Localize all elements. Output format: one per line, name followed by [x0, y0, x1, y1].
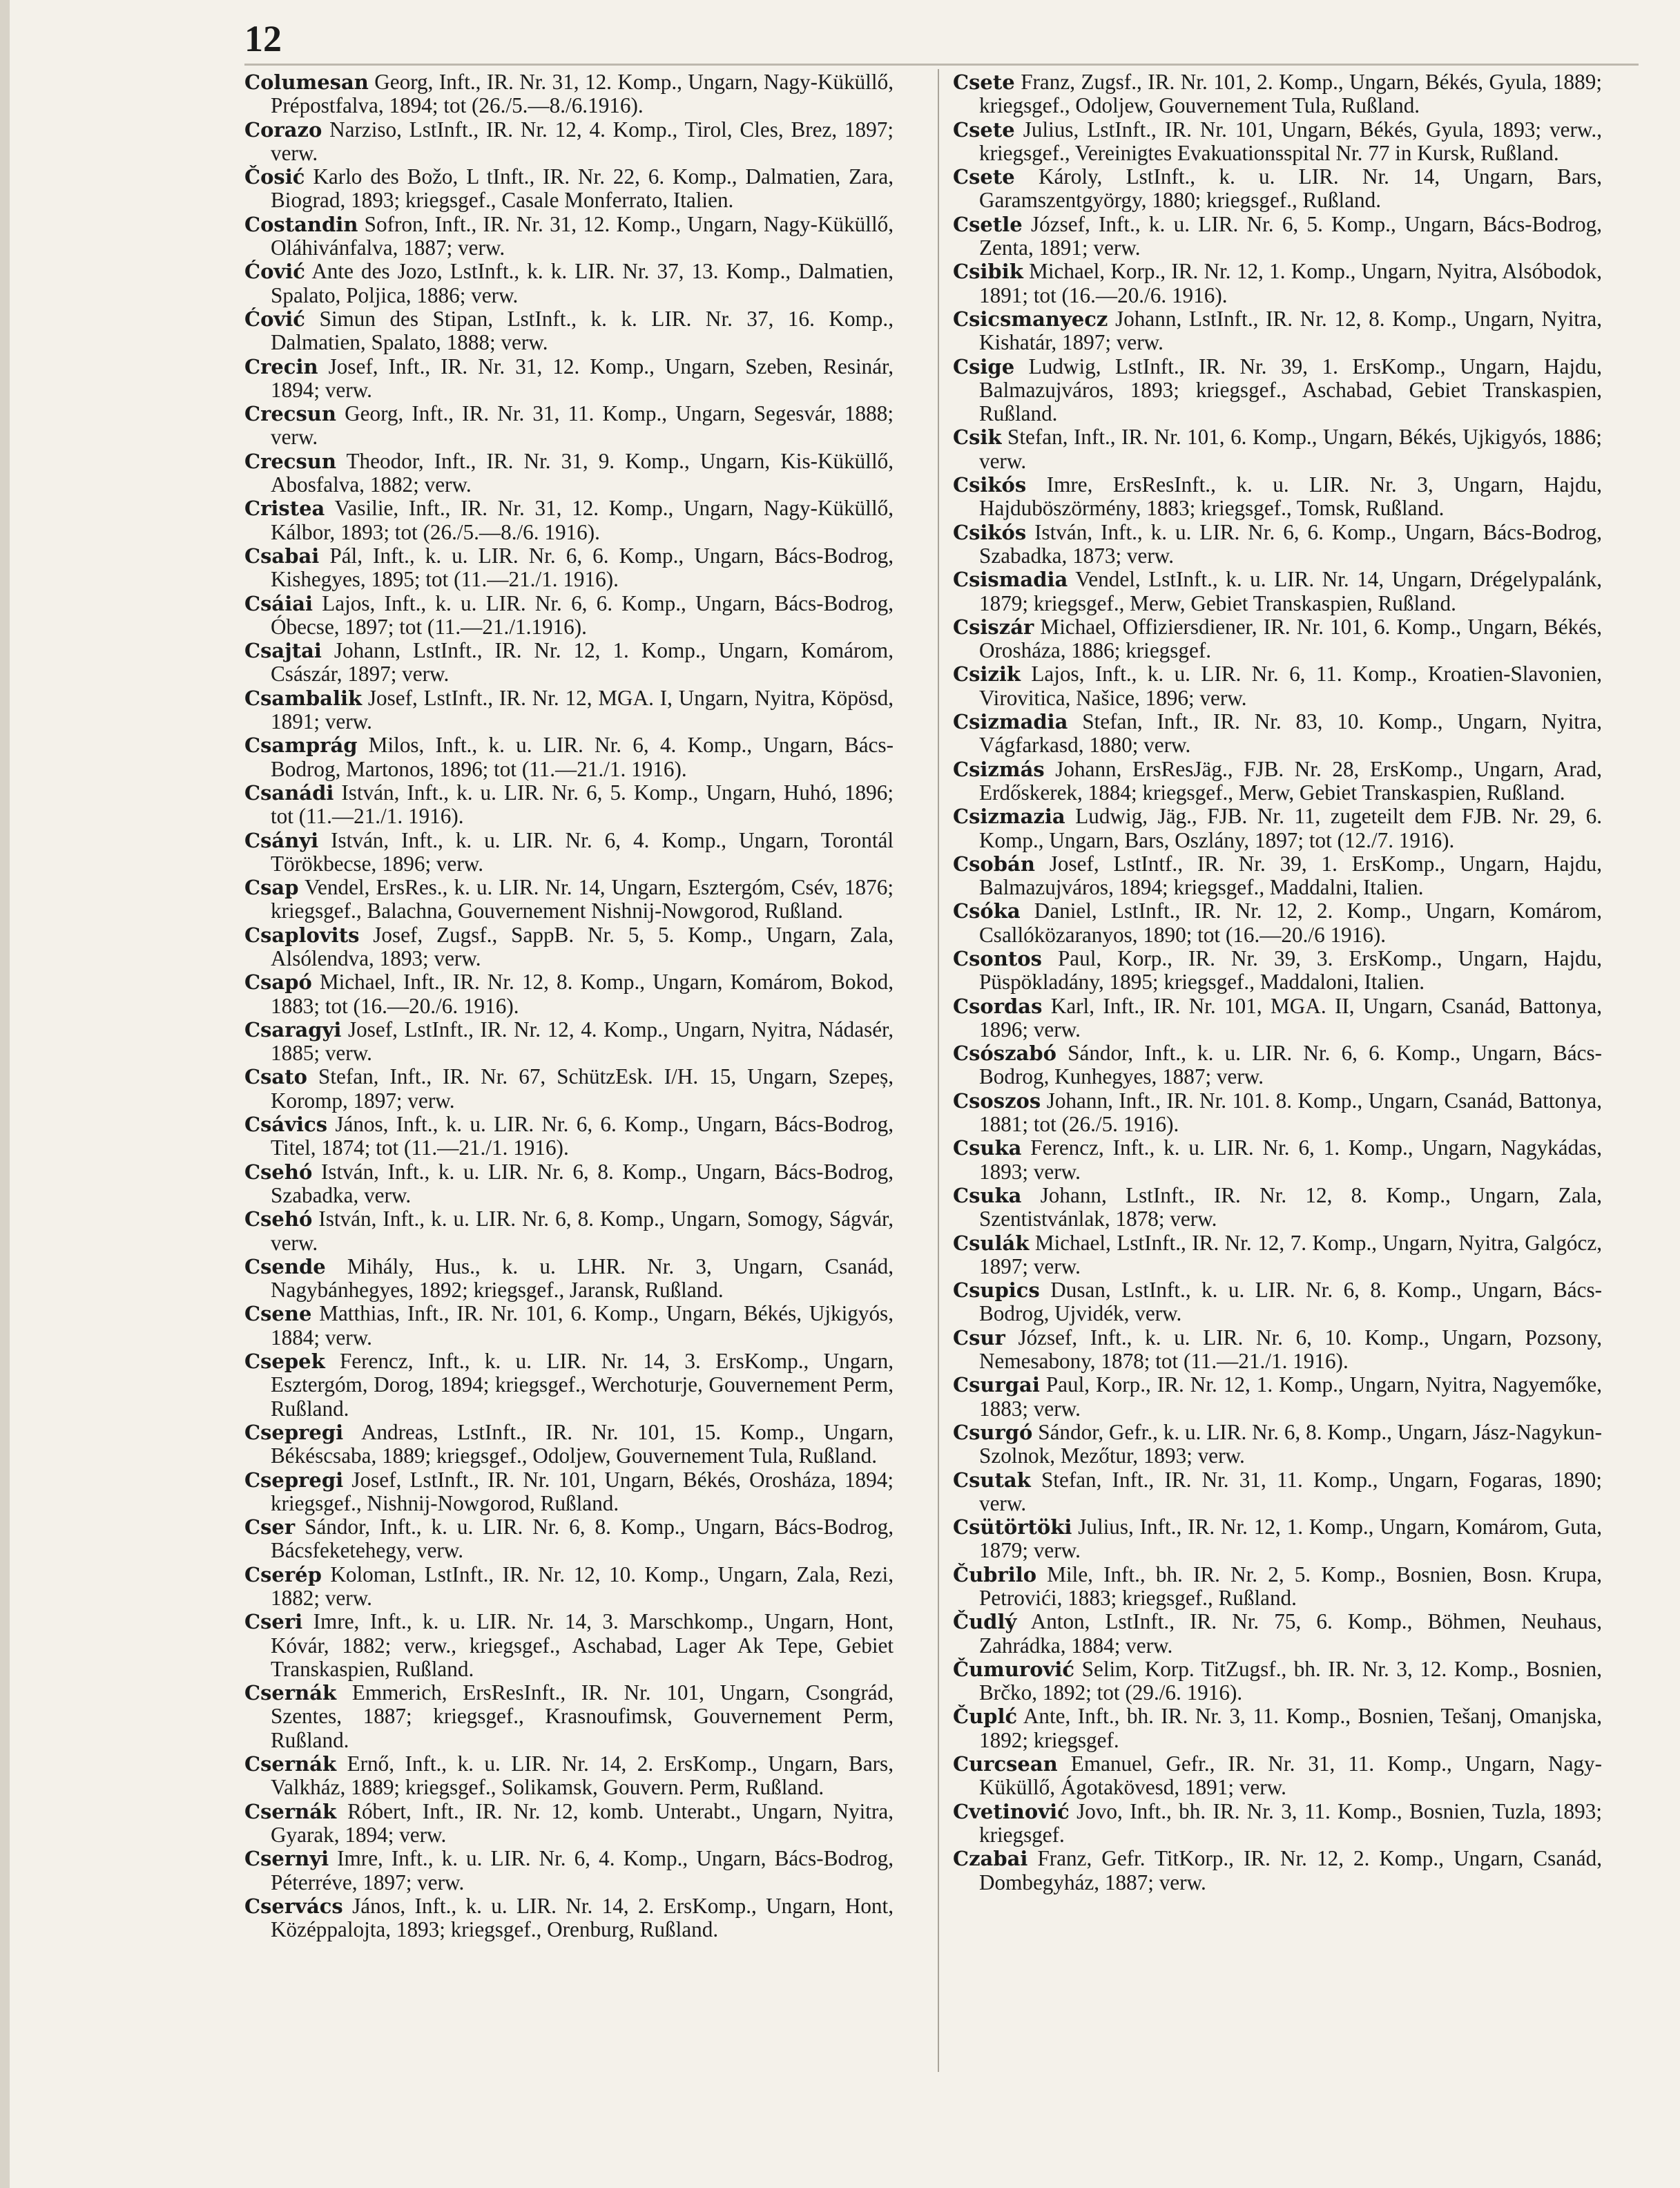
register-entry [953, 758, 1602, 805]
entry-surname: Csur [953, 1325, 1005, 1350]
entry-surname: Ćović [244, 307, 305, 331]
register-entry [244, 1255, 894, 1303]
entry-details: Josef, Inft., IR. Nr. 31, 12. Komp., Ungarn, Szeben, Resinár, 1894; verw. [271, 354, 894, 402]
entry-surname: Csurgai [953, 1373, 1040, 1397]
register-entry [953, 805, 1602, 852]
entry-surname: Csuka [953, 1136, 1022, 1160]
entry-details: Johann, LstInft., IR. Nr. 12, 8. Komp., Ungarn, Nyitra, Kishatár, 1897; verw. [979, 306, 1602, 355]
register-entry [244, 1894, 894, 1942]
entry-details: Stefan, Inft., IR. Nr. 31, 11. Komp., Ungarn, Fogaras, 1890; verw. [979, 1467, 1602, 1515]
entry-surname: Csuka [953, 1183, 1022, 1207]
entry-details: Franz, Gefr. TitKorp., IR. Nr. 12, 2. Komp., Ungarn, Csanád, Dombegyház, 1887; verw. [979, 1846, 1602, 1894]
entry-surname: Csószabó [953, 1042, 1056, 1066]
entry-details: Dusan, LstInft., k. u. LIR. Nr. 6, 8. Komp., Ungarn, Bács-Bodrog, Ujvidék, verw. [979, 1278, 1602, 1326]
entry-surname: Csehó [244, 1160, 313, 1184]
entry-details: Josef, LstInft., IR. Nr. 12, 4. Komp., Ungarn, Nyitra, Nádasér, 1885; verw. [271, 1017, 894, 1066]
entry-details: Vendel, LstInft., k. u. LIR. Nr. 14, Ungarn, Drégelypalánk, 1879; kriegsgef., Merw, Gebiet Transkaspien, Rußland. [979, 567, 1602, 615]
register-entry [244, 733, 894, 781]
entry-surname: Cserép [244, 1562, 322, 1586]
register-entry [953, 213, 1602, 260]
register-entry [244, 876, 894, 923]
register-entry [953, 1468, 1602, 1516]
entry-surname: Csernák [244, 1681, 337, 1705]
entry-details: Ferencz, Inft., k. u. LIR. Nr. 6, 1. Komp., Ungarn, Nagykádas, 1893; verw. [979, 1135, 1602, 1184]
entry-details: Koloman, LstInft., IR. Nr. 12, 10. Komp., Ungarn, Zala, Rezi, 1882; verw. [271, 1562, 894, 1610]
register-entry [244, 118, 894, 166]
register-entry [953, 1278, 1602, 1326]
entry-surname: Čosić [244, 165, 305, 189]
entry-details: Róbert, Inft., IR. Nr. 12, komb. Unterabt., Ungarn, Nyitra, Gyarak, 1894; verw. [271, 1798, 894, 1847]
entry-surname: Csismadia [953, 568, 1068, 592]
entry-details: Imre, Inft., k. u. LIR. Nr. 6, 4. Komp., Ungarn, Bács-Bodrog, Péterréve, 1897; verw. [271, 1846, 894, 1894]
register-entry [953, 118, 1602, 166]
entry-details: Julius, Inft., IR. Nr. 12, 1. Komp., Ungarn, Komárom, Guta, 1879; verw. [979, 1515, 1602, 1563]
register-entry [244, 450, 894, 497]
entry-details: Anton, LstInft., IR. Nr. 75, 6. Komp., Böhmen, Neuhaus, Zahrádka, 1884; verw. [979, 1609, 1602, 1658]
entry-surname: Csene [244, 1302, 312, 1326]
register-entry [953, 1563, 1602, 1611]
register-entry [953, 1800, 1602, 1848]
entry-details: Lajos, Inft., k. u. LIR. Nr. 6, 6. Komp., Ungarn, Bács-Bodrog, Óbecse, 1897; tot (11.—21./1.1916). [271, 591, 894, 639]
register-entry [244, 1065, 894, 1113]
entry-details: Michael, Offiziersdiener, IR. Nr. 101, 6. Komp., Ungarn, Békés, Orosháza, 1886; kriegsgef. [979, 614, 1602, 663]
entry-surname: Czabai [953, 1847, 1028, 1871]
entry-details: Ludwig, Jäg., FJB. Nr. 11, zugeteilt dem FJB. Nr. 29, 6. Komp., Ungarn, Bars, Oszlány, 1897; tot (12./7. 1916). [979, 804, 1602, 852]
entry-surname: Crecsun [244, 449, 336, 473]
entry-details: Milos, Inft., k. u. LIR. Nr. 6, 4. Komp., Ungarn, Bács-Bodrog, Martonos, 1896; tot (11.—21./1. 1916). [271, 733, 894, 781]
register-entry [244, 544, 894, 592]
entry-surname: Csontos [953, 946, 1042, 970]
register-entry [244, 260, 894, 307]
entry-surname: Csulák [953, 1231, 1030, 1255]
entry-details: Michael, Korp., IR. Nr. 12, 1. Komp., Ungarn, Nyitra, Alsóbodok, 1891; tot (16.—20./6. 1916). [979, 259, 1602, 307]
entry-details: János, Inft., k. u. LIR. Nr. 14, 2. ErsKomp., Ungarn, Hont, Középpalojta, 1893; kriegsgef., Orenburg, Rußland. [271, 1893, 894, 1942]
entry-surname: Costandin [244, 212, 358, 236]
entry-surname: Cristea [244, 497, 325, 521]
register-entry [244, 687, 894, 734]
entry-surname: Csapó [244, 970, 312, 995]
entry-details: Ferencz, Inft., k. u. LIR. Nr. 14, 3. ErsKomp., Ungarn, Esztergóm, Dorog, 1894; kriegsgef., Werchoturje, Gouvernement Perm, Rußland. [271, 1349, 894, 1421]
register-entry [244, 829, 894, 876]
register-entry [953, 995, 1602, 1042]
register-entry [244, 1421, 894, 1468]
register-entry [953, 1373, 1602, 1421]
entry-details: Sándor, Gefr., k. u. LIR. Nr. 6, 8. Komp., Ungarn, Jász-Nagykun-Szolnok, Mezőtur, 1893; verw. [979, 1419, 1602, 1468]
entry-surname: Csáiai [244, 591, 313, 615]
entry-details: Johann, Inft., IR. Nr. 101. 8. Komp., Ungarn, Csanád, Battonya, 1881; tot (26./5. 1916). [979, 1088, 1602, 1137]
register-entry [953, 899, 1602, 947]
entry-surname: Čumurović [953, 1657, 1075, 1681]
register-entry [953, 521, 1602, 568]
register-entry [953, 70, 1602, 118]
register-entry [953, 260, 1602, 307]
entry-surname: Csepek [244, 1350, 325, 1374]
entry-surname: Csete [953, 165, 1015, 189]
entry-details: Imre, ErsResInft., k. u. LIR. Nr. 3, Ungarn, Hajdu, Hajduböszörmény, 1883; kriegsgef., Tomsk, Rußland. [979, 472, 1602, 521]
entry-surname: Csaplovits [244, 923, 360, 947]
register-entry [244, 639, 894, 687]
entry-surname: Csaragyi [244, 1017, 342, 1042]
entry-details: István, Inft., k. u. LIR. Nr. 6, 4. Komp., Ungarn, Torontál Törökbecse, 1896; verw. [271, 827, 894, 876]
register-entry [953, 307, 1602, 355]
entry-details: Josef, LstIntf., IR. Nr. 39, 1. ErsKomp., Ungarn, Hajdu, Balmazujváros, 1894; kriegsgef., Maddalni, Italien. [979, 851, 1602, 900]
entry-details: Karl, Inft., IR. Nr. 101, MGA. II, Ungarn, Csanád, Battonya, 1896; verw. [979, 993, 1602, 1042]
register-entry [953, 1421, 1602, 1468]
entry-details: István, Inft., k. u. LIR. Nr. 6, 8. Komp., Ungarn, Somogy, Ságvár, verw. [271, 1207, 894, 1255]
entry-surname: Cservács [244, 1894, 343, 1918]
entry-surname: Csizmazia [953, 805, 1065, 829]
entry-surname: Čubrilo [953, 1562, 1037, 1586]
entry-details: Stefan, Inft., IR. Nr. 83, 10. Komp., Ungarn, Nyitra, Vágfarkasd, 1880; verw. [979, 709, 1602, 758]
entry-surname: Csoszos [953, 1088, 1041, 1113]
entry-details: Georg, Inft., IR. Nr. 31, 11. Komp., Ungarn, Segesvár, 1888; verw. [271, 401, 894, 450]
register-entry [244, 592, 894, 640]
entry-surname: Cseri [244, 1610, 303, 1634]
register-entry [953, 425, 1602, 473]
page-number: 12 [244, 18, 282, 59]
entry-surname: Csizmás [953, 757, 1045, 781]
entry-surname: Csordas [953, 994, 1043, 1018]
register-entry [244, 70, 894, 118]
entry-surname: Crecin [244, 354, 318, 378]
register-entry [953, 1752, 1602, 1800]
entry-surname: Curcsean [953, 1752, 1058, 1776]
register-entry [244, 1207, 894, 1255]
register-entry [953, 1515, 1602, 1563]
entry-surname: Csányi [244, 828, 319, 852]
register-entry [244, 497, 894, 544]
entry-surname: Csóka [953, 899, 1021, 923]
entry-details: Simun des Stipan, LstInft., k. k. LIR. Nr. 37, 16. Komp., Dalmatien, Spalato, 1888; verw. [271, 306, 894, 355]
register-entry [244, 1113, 894, 1160]
entry-surname: Csicsmanyecz [953, 307, 1108, 331]
register-entry [244, 1563, 894, 1611]
entry-details: Sándor, Inft., k. u. LIR. Nr. 6, 8. Komp., Ungarn, Bács-Bodrog, Bácsfeketehegy, verw. [271, 1515, 894, 1563]
entry-surname: Csete [953, 70, 1015, 94]
entry-details: Stefan, Inft., IR. Nr. 67, SchützEsk. I/H. 15, Ungarn, Szepeș, Koromp, 1897; verw. [271, 1064, 894, 1113]
entry-surname: Csutak [953, 1468, 1031, 1492]
entry-details: Emanuel, Gefr., IR. Nr. 31, 11. Komp., Ungarn, Nagy-Küküllő, Ágotakövesd, 1891; verw. [979, 1752, 1602, 1800]
entry-details: Narziso, LstInft., IR. Nr. 12, 4. Komp., Tirol, Cles, Brez, 1897; verw. [271, 117, 894, 165]
entry-surname: Csik [953, 425, 1002, 450]
entry-details: Georg, Inft., IR. Nr. 31, 12. Komp., Ungarn, Nagy-Küküllő, Prépostfalva, 1894; tot (26./5.—8./6.1916). [271, 70, 894, 118]
entry-surname: Csajtai [244, 639, 322, 663]
entry-surname: Csehó [244, 1207, 313, 1231]
register-entry [953, 1184, 1602, 1231]
entry-details: Emmerich, ErsResInft., IR. Nr. 101, Ungarn, Csongrád, Szentes, 1887; kriegsgef., Krasnoufimsk, Gouvernement Perm, Rußland. [271, 1680, 894, 1752]
register-entry [244, 355, 894, 403]
register-entry [953, 710, 1602, 758]
entry-details: Julius, LstInft., IR. Nr. 101, Ungarn, Békés, Gyula, 1893; verw., kriegsgef., Vereinigtes Evakuationsspital Nr. 77 in Kursk, Rußland. [979, 117, 1602, 165]
register-entry [244, 1018, 894, 1066]
register-entry [953, 1658, 1602, 1705]
register-entry [953, 165, 1602, 213]
entry-details: Johann, LstInft., IR. Nr. 12, 1. Komp., Ungarn, Komárom, Császár, 1897; verw. [271, 638, 894, 687]
entry-details: Andreas, LstInft., IR. Nr. 101, 15. Komp., Ungarn, Békéscsaba, 1889; kriegsgef., Odoljew, Gouvernement Tula, Rußland. [271, 1419, 894, 1468]
entry-surname: Csütörtöki [953, 1515, 1072, 1539]
entry-surname: Csabai [244, 544, 320, 568]
entry-surname: Csepregi [244, 1420, 344, 1444]
entry-details: István, Inft., k. u. LIR. Nr. 6, 5. Komp., Ungarn, Huhó, 1896; tot (11.—21./1. 1916). [271, 780, 894, 829]
register-entry [244, 1515, 894, 1563]
register-entry [953, 852, 1602, 900]
entry-details: István, Inft., k. u. LIR. Nr. 6, 6. Komp., Ungarn, Bács-Bodrog, Szabadka, 1873; verw. [979, 519, 1602, 568]
entry-details: István, Inft., k. u. LIR. Nr. 6, 8. Komp., Ungarn, Bács-Bodrog, Szabadka, verw. [271, 1159, 894, 1207]
entry-surname: Csernák [244, 1752, 337, 1776]
entry-surname: Corazo [244, 117, 322, 142]
entry-details: Theodor, Inft., IR. Nr. 31, 9. Komp., Ungarn, Kis-Küküllő, Abosfalva, 1882; verw. [271, 448, 894, 497]
register-entry [953, 1042, 1602, 1089]
register-entry [244, 402, 894, 450]
entry-surname: Csibik [953, 260, 1023, 284]
entry-details: Sándor, Inft., k. u. LIR. Nr. 6, 6. Komp., Ungarn, Bács-Bodrog, Kunhegyes, 1887; verw. [979, 1041, 1602, 1089]
entry-surname: Csikós [953, 520, 1027, 544]
register-entry [953, 1705, 1602, 1752]
entry-details: Josef, Zugsf., SappB. Nr. 5, 5. Komp., Ungarn, Zala, Alsólendva, 1893; verw. [271, 922, 894, 970]
entry-details: Ludwig, LstInft., IR. Nr. 39, 1. ErsKomp., Ungarn, Hajdu, Balmazujváros, 1893; kriegsgef., Aschabad, Gebiet Transkaspien, Rußland. [979, 354, 1602, 426]
entry-surname: Csiszár [953, 615, 1034, 639]
register-entry [244, 1350, 894, 1421]
entry-details: Matthias, Inft., IR. Nr. 101, 6. Komp., Ungarn, Békés, Ujkigyós, 1884; verw. [271, 1301, 894, 1350]
entry-details: Johann, LstInft., IR. Nr. 12, 8. Komp., Ungarn, Zala, Szentistvánlak, 1878; verw. [979, 1182, 1602, 1231]
register-entry [953, 662, 1602, 710]
register-entry [953, 1326, 1602, 1374]
entry-surname: Csende [244, 1254, 326, 1278]
entry-details: Mile, Inft., bh. IR. Nr. 2, 5. Komp., Bosnien, Bosn. Krupa, Petrovići, 1883; kriegsgef., Rußland. [979, 1562, 1602, 1610]
entry-surname: Csetle [953, 212, 1023, 236]
entry-surname: Crecsun [244, 402, 336, 426]
entry-surname: Csurgó [953, 1420, 1033, 1444]
register-entry [953, 1231, 1602, 1279]
register-entry [953, 1847, 1602, 1894]
entry-details: János, Inft., k. u. LIR. Nr. 6, 6. Komp., Ungarn, Bács-Bodrog, Titel, 1874; tot (11.—21./1. 1916). [271, 1112, 894, 1160]
register-entry [244, 1847, 894, 1894]
entry-details: Daniel, LstInft., IR. Nr. 12, 2. Komp., Ungarn, Komárom, Csallóközaranyos, 1890; tot (16.—20./6 1916). [979, 899, 1602, 947]
register-entry [244, 1800, 894, 1848]
entry-details: Károly, LstInft., k. u. LIR. Nr. 14, Ungarn, Bars, Garamszentgyörgy, 1880; kriegsgef., Rußland. [979, 164, 1602, 213]
entry-details: Vendel, ErsRes., k. u. LIR. Nr. 14, Ungarn, Esztergóm, Csév, 1876; kriegsgef., Balachna, Gouvernement Nishnij-Nowgorod, Rußland. [271, 875, 894, 923]
entry-surname: Cser [244, 1515, 296, 1539]
register-entry [244, 1752, 894, 1800]
entry-surname: Csobán [953, 852, 1035, 876]
entry-surname: Ćović [244, 260, 305, 284]
register-entry [244, 1468, 894, 1516]
column-divider [938, 69, 939, 2072]
right-column [953, 70, 1602, 1894]
entry-details: Karlo des Božo, L tInft., IR. Nr. 22, 6. Komp., Dalmatien, Zara, Biograd, 1893; kriegsgef., Casale Monferrato, Italien. [271, 164, 894, 213]
register-entry [244, 923, 894, 971]
entry-surname: Csete [953, 117, 1015, 142]
top-rule [244, 64, 1639, 66]
entry-details: Franz, Zugsf., IR. Nr. 101, 2. Komp., Ungarn, Békés, Gyula, 1889; kriegsgef., Odoljew, Gouvernement Tula, Rußland. [979, 70, 1602, 118]
register-entry [953, 947, 1602, 995]
entry-details: József, Inft., k. u. LIR. Nr. 6, 10. Komp., Ungarn, Pozsony, Nemesabony, 1878; tot (11.—21./1. 1916). [979, 1325, 1602, 1374]
entry-details: Mihály, Hus., k. u. LHR. Nr. 3, Ungarn, Csanád, Nagybánhegyes, 1892; kriegsgef., Jaransk, Rußland. [271, 1254, 894, 1303]
entry-surname: Cvetinović [953, 1799, 1070, 1823]
entry-details: Jovo, Inft., bh. IR. Nr. 3, 11. Komp., Bosnien, Tuzla, 1893; kriegsgef. [979, 1798, 1602, 1847]
page-edge-shadow [0, 0, 10, 2188]
entry-details: Vasilie, Inft., IR. Nr. 31, 12. Komp., Ungarn, Nagy-Küküllő, Kálbor, 1893; tot (26./5.—8./6. 1916). [271, 496, 894, 544]
register-entry [953, 568, 1602, 615]
entry-surname: Csato [244, 1065, 307, 1089]
entry-details: Josef, LstInft., IR. Nr. 12, MGA. I, Ungarn, Nyitra, Köpösd, 1891; verw. [271, 685, 894, 734]
entry-details: Lajos, Inft., k. u. LIR. Nr. 6, 11. Komp., Kroatien-Slavonien, Virovitica, Našice, 1896; verw. [979, 662, 1602, 710]
entry-details: Michael, LstInft., IR. Nr. 12, 7. Komp., Ungarn, Nyitra, Galgócz, 1897; verw. [979, 1230, 1602, 1278]
entry-surname: Csambalik [244, 686, 363, 710]
register-entry [953, 473, 1602, 521]
register-entry [244, 970, 894, 1018]
entry-details: Sofron, Inft., IR. Nr. 31, 12. Komp., Ungarn, Nagy-Küküllő, Oláhivánfalva, 1887; verw. [271, 211, 894, 260]
entry-details: Josef, LstInft., IR. Nr. 101, Ungarn, Békés, Orosháza, 1894; kriegsgef., Nishnij-Nowgorod, Rußland. [271, 1467, 894, 1515]
entry-details: Ante, Inft., bh. IR. Nr. 3, 11. Komp., Bosnien, Tešanj, Omanjska, 1892; kriegsgef. [979, 1704, 1602, 1752]
left-column [244, 70, 894, 1941]
entry-details: Ante des Jozo, LstInft., k. k. LIR. Nr. 37, 13. Komp., Dalmatien, Spalato, Poljica, 1886; verw. [271, 259, 894, 307]
register-entry [953, 355, 1602, 426]
register-entry [244, 1681, 894, 1752]
entry-surname: Csamprág [244, 733, 358, 758]
register-entry [953, 1089, 1602, 1137]
entry-surname: Csizmadia [953, 710, 1068, 734]
entry-surname: Čudlý [953, 1610, 1017, 1634]
entry-surname: Csikós [953, 473, 1027, 497]
register-entry [244, 1610, 894, 1681]
entry-details: Paul, Korp., IR. Nr. 12, 1. Komp., Ungarn, Nyitra, Nagyemőke, 1883; verw. [979, 1372, 1602, 1421]
register-entry [953, 1610, 1602, 1658]
entry-details: Paul, Korp., IR. Nr. 39, 3. ErsKomp., Ungarn, Hajdu, Püspökladány, 1895; kriegsgef., Maddaloni, Italien. [979, 946, 1602, 995]
entry-details: Stefan, Inft., IR. Nr. 101, 6. Komp., Ungarn, Békés, Ujkigyós, 1886; verw. [979, 425, 1602, 473]
register-entry [953, 1136, 1602, 1184]
entry-surname: Csige [953, 354, 1015, 378]
entry-surname: Csávics [244, 1113, 328, 1137]
entry-surname: Csap [244, 876, 299, 900]
register-entry [244, 1302, 894, 1350]
register-entry [244, 307, 894, 355]
entry-details: Pál, Inft., k. u. LIR. Nr. 6, 6. Komp., Ungarn, Bács-Bodrog, Kishegyes, 1895; tot (11.—21./1. 1916). [271, 543, 894, 592]
entry-surname: Csanádi [244, 780, 334, 805]
entry-surname: Columesan [244, 70, 369, 94]
entry-surname: Čuplć [953, 1705, 1018, 1729]
entry-details: Michael, Inft., IR. Nr. 12, 8. Komp., Ungarn, Komárom, Bokod, 1883; tot (16.—20./6. 1916). [271, 970, 894, 1018]
entry-details: József, Inft., k. u. LIR. Nr. 6, 5. Komp., Ungarn, Bács-Bodrog, Zenta, 1891; verw. [979, 211, 1602, 260]
register-entry [244, 1160, 894, 1208]
entry-details: Imre, Inft., k. u. LIR. Nr. 14, 3. Marschkomp., Ungarn, Hont, Kóvár, 1882; verw., kriegsgef., Aschabad, Lager Ak Tepe, Gebiet Transkaspien, Rußland. [271, 1609, 894, 1681]
entry-surname: Csupics [953, 1278, 1040, 1303]
entry-details: Johann, ErsResJäg., FJB. Nr. 28, ErsKomp., Ungarn, Arad, Erdőskerek, 1884; kriegsgef., Merw, Gebiet Transkaspien, Rußland. [979, 756, 1602, 805]
entry-details: Ernő, Inft., k. u. LIR. Nr. 14, 2. ErsKomp., Ungarn, Bars, Valkház, 1889; kriegsgef., Solikamsk, Gouvern. Perm, Rußland. [271, 1752, 894, 1800]
register-entry [244, 165, 894, 213]
register-entry [953, 615, 1602, 663]
entry-details: Selim, Korp. TitZugsf., bh. IR. Nr. 3, 12. Komp., Bosnien, Brčko, 1892; tot (29./6. 1916). [979, 1656, 1602, 1705]
entry-surname: Csepregi [244, 1468, 344, 1492]
entry-surname: Csernyi [244, 1847, 329, 1871]
register-entry [244, 781, 894, 829]
register-entry [244, 213, 894, 260]
entry-surname: Csernák [244, 1799, 337, 1823]
entry-surname: Csizik [953, 662, 1021, 687]
